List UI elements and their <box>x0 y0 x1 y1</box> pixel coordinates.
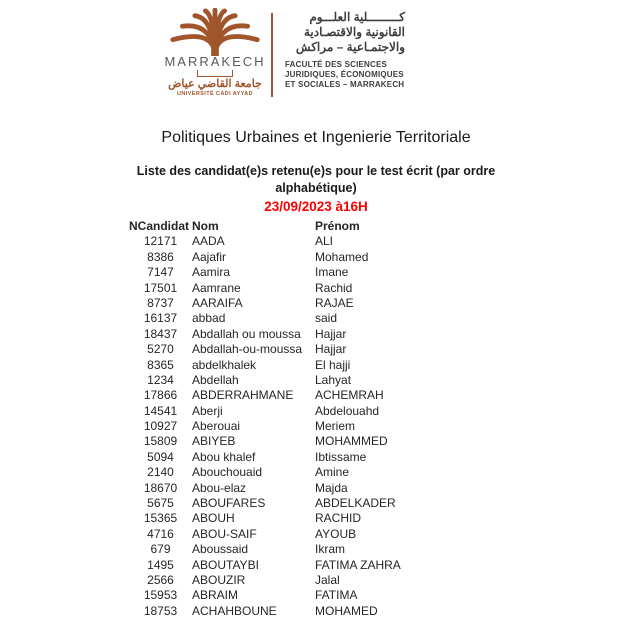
column-header-nom: Nom <box>192 219 219 233</box>
table-cell: ABOUFARES <box>192 496 266 511</box>
table-cell: 1234 <box>147 372 174 387</box>
table-row <box>129 358 459 373</box>
table-cell: Aamira <box>192 265 231 280</box>
table-cell: Aberji <box>192 403 223 418</box>
table-row <box>129 542 459 557</box>
table-cell: Imane <box>315 265 349 280</box>
table-row <box>129 588 459 603</box>
table-cell: 17501 <box>143 280 178 295</box>
table-cell: 4716 <box>147 526 174 541</box>
table-row <box>129 496 459 511</box>
table-cell: 8365 <box>147 357 174 372</box>
table-cell: Abdelouahd <box>315 403 380 418</box>
faculty-french-line: ET SOCIALES – MARRAKECH <box>285 80 405 89</box>
table-row <box>129 558 459 573</box>
table-cell: 8737 <box>147 295 174 310</box>
table-cell: Aberouai <box>192 419 241 434</box>
table-cell: 1495 <box>147 557 174 572</box>
table-cell: Amine <box>315 465 350 480</box>
table-cell: 15365 <box>143 511 178 526</box>
table-cell: Rachid <box>315 280 353 295</box>
table-cell: 18670 <box>143 480 178 495</box>
table-cell: ABIYEB <box>192 434 236 449</box>
table-cell: Majda <box>315 480 348 495</box>
list-subtitle: Liste des candidat(e)s retenu(e)s pour le test écrit (par ordre alphabétique) <box>136 164 496 195</box>
palm-tree-icon <box>165 8 265 56</box>
table-row <box>129 342 459 357</box>
table-cell: 2566 <box>147 572 174 587</box>
table-cell: MOHAMED <box>315 603 378 618</box>
university-name-latin: UNIVERSITÉ CADI AYYAD <box>177 91 253 97</box>
faculty-name-arabic <box>285 10 405 55</box>
table-cell: ABOUH <box>192 511 235 526</box>
table-cell: abdelkhalek <box>192 357 257 372</box>
table-row <box>129 573 459 588</box>
table-cell: 18753 <box>143 603 178 618</box>
table-cell: AADA <box>192 234 225 249</box>
table-cell: ABOU-SAIF <box>192 526 257 541</box>
table-cell: Abou-elaz <box>192 480 247 495</box>
table-cell: 7147 <box>147 265 174 280</box>
table-cell: ABDERRAHMANE <box>192 388 294 403</box>
table-row <box>129 511 459 526</box>
table-cell: MOHAMMED <box>315 434 388 449</box>
table-cell: Meriem <box>315 419 356 434</box>
table-cell: Hajjar <box>315 326 347 341</box>
table-cell: Lahyat <box>315 372 352 387</box>
table-cell: 16137 <box>143 311 178 326</box>
university-name: MARRAKECH <box>164 54 266 69</box>
faculty-arabic-line: كـــــــــلية العلـــوم <box>309 10 405 24</box>
logo-divider <box>271 13 273 97</box>
table-cell: RAJAE <box>315 295 354 310</box>
table-cell: 14541 <box>143 403 178 418</box>
table-cell: ABRAIM <box>192 588 239 603</box>
table-cell: 15809 <box>143 434 178 449</box>
table-row <box>129 296 459 311</box>
table-cell: ABOUZIR <box>192 572 246 587</box>
table-cell: ACHEMRAH <box>315 388 384 403</box>
table-cell: 679 <box>150 542 171 557</box>
table-row <box>129 265 459 280</box>
table-cell: 15953 <box>143 588 178 603</box>
faculty-name-block <box>285 10 405 90</box>
table-cell: Ibtissame <box>315 449 367 464</box>
faculty-french-line: JURIDIQUES, ÉCONOMIQUES <box>285 70 404 79</box>
table-cell: AARAIFA <box>192 295 243 310</box>
column-header-prenom: Prénom <box>315 219 360 233</box>
table-cell: Ikram <box>315 542 345 557</box>
table-row <box>129 327 459 342</box>
table-cell: Abdellah <box>192 372 239 387</box>
table-row <box>129 234 459 249</box>
table-cell: 5675 <box>147 496 174 511</box>
table-row <box>129 465 459 480</box>
table-cell: ACHAHBOUNE <box>192 603 277 618</box>
table-row <box>129 250 459 265</box>
table-row <box>129 388 459 403</box>
university-name-arabic: جامعة القاضي عياض <box>168 78 262 90</box>
faculty-arabic-line: القانونية والاقتصـادية <box>303 25 405 39</box>
table-cell: ALI <box>315 234 334 249</box>
table-cell: Abou khalef <box>192 449 256 464</box>
table-cell: 2140 <box>147 465 174 480</box>
table-cell: AYOUB <box>315 526 357 541</box>
table-row <box>129 419 459 434</box>
table-cell: Aboussaid <box>192 542 249 557</box>
university-logo <box>155 8 275 97</box>
table-cell: RACHID <box>315 511 362 526</box>
trunk-outline-icon <box>197 70 233 77</box>
table-body <box>129 234 459 619</box>
table-cell: 5094 <box>147 449 174 464</box>
table-cell: 17866 <box>143 388 178 403</box>
table-cell: Abdallah-ou-moussa <box>192 342 303 357</box>
table-row <box>129 481 459 496</box>
table-cell: ABOUTAYBI <box>192 557 259 572</box>
table-cell: Abouchouaid <box>192 465 263 480</box>
table-cell: 12171 <box>143 234 178 249</box>
table-cell: Aajafir <box>192 249 227 264</box>
candidates-table <box>129 219 459 619</box>
table-cell: El hajji <box>315 357 351 372</box>
table-cell: Mohamed <box>315 249 369 264</box>
table-header-row <box>129 219 459 234</box>
table-cell: 18437 <box>143 326 178 341</box>
table-cell: 10927 <box>143 419 178 434</box>
table-row <box>129 527 459 542</box>
table-cell: FATIMA <box>315 588 358 603</box>
table-cell: 8386 <box>147 249 174 264</box>
page-title: Politiques Urbaines et Ingenierie Territoriale <box>161 129 471 146</box>
table-cell: FATIMA ZAHRA <box>315 557 401 572</box>
table-row <box>129 404 459 419</box>
table-row <box>129 434 459 449</box>
table-cell: said <box>315 311 338 326</box>
table-cell: ABDELKADER <box>315 496 396 511</box>
table-row <box>129 450 459 465</box>
faculty-french-line: FACULTÉ DES SCIENCES <box>285 60 388 69</box>
table-cell: abbad <box>192 311 226 326</box>
table-row <box>129 311 459 326</box>
column-header-ncandidat: NCandidat <box>129 219 189 233</box>
table-cell: Hajjar <box>315 342 347 357</box>
table-cell: Jalal <box>315 572 340 587</box>
faculty-name-french <box>285 60 405 90</box>
table-cell: Abdallah ou moussa <box>192 326 301 341</box>
table-row <box>129 281 459 296</box>
table-row <box>129 604 459 619</box>
test-date: 23/09/2023 à16H <box>264 199 368 214</box>
faculty-arabic-line: والاجتمـاعية – مراكش <box>295 40 405 54</box>
table-cell: 5270 <box>147 342 174 357</box>
table-cell: Aamrane <box>192 280 241 295</box>
table-row <box>129 373 459 388</box>
